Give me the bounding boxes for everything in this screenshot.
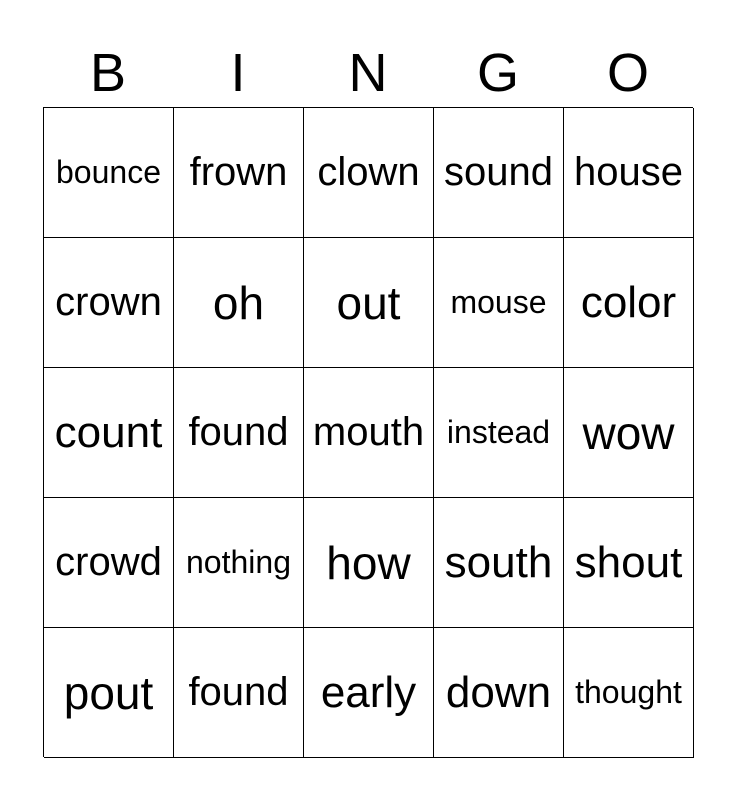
bingo-cell[interactable] — [304, 108, 434, 238]
cell-word: wow — [582, 406, 675, 459]
bingo-cell[interactable] — [44, 628, 174, 758]
header-letter-b: B — [89, 43, 127, 103]
cell-word: nothing — [186, 544, 291, 580]
bingo-cell[interactable] — [44, 368, 174, 498]
cell-word: crown — [55, 280, 162, 324]
cell-word: down — [445, 667, 552, 717]
bingo-cell[interactable] — [174, 238, 304, 368]
header-letter-i: I — [230, 43, 246, 103]
bingo-header — [43, 40, 693, 106]
cell-word: sound — [444, 150, 553, 194]
bingo-cell[interactable] — [564, 108, 694, 238]
bingo-cell[interactable] — [174, 368, 304, 498]
bingo-cell[interactable] — [434, 108, 564, 238]
cell-word: clown — [317, 150, 420, 194]
cell-word: how — [326, 536, 411, 589]
bingo-cell[interactable] — [564, 498, 694, 628]
cell-word: frown — [189, 150, 288, 194]
bingo-cell[interactable] — [174, 108, 304, 238]
cell-word: color — [580, 277, 677, 327]
bingo-cell[interactable] — [434, 238, 564, 368]
cell-word: mouse — [450, 284, 547, 320]
cell-word: found — [188, 670, 289, 714]
bingo-cell[interactable] — [564, 368, 694, 498]
bingo-cell[interactable] — [434, 498, 564, 628]
cell-word: thought — [575, 674, 682, 710]
header-letter-g: G — [476, 43, 519, 103]
cell-word: instead — [446, 414, 551, 450]
bingo-cell[interactable] — [44, 498, 174, 628]
bingo-cell[interactable] — [434, 368, 564, 498]
cell-word: count — [54, 407, 163, 457]
cell-word: south — [444, 537, 553, 587]
bingo-cell[interactable] — [304, 498, 434, 628]
cell-word: pout — [63, 666, 154, 719]
bingo-cell[interactable] — [564, 628, 694, 758]
bingo-grid — [43, 107, 693, 757]
cell-word: oh — [212, 276, 265, 329]
cell-word: early — [320, 667, 417, 717]
cell-word: shout — [574, 537, 683, 587]
bingo-cell[interactable] — [44, 108, 174, 238]
bingo-cell[interactable] — [304, 628, 434, 758]
header-letter-o: O — [606, 43, 649, 103]
cell-word: found — [188, 410, 289, 454]
cell-word: out — [336, 276, 401, 329]
header-letter-n: N — [348, 43, 388, 103]
cell-word: house — [574, 150, 683, 194]
bingo-cell[interactable] — [564, 238, 694, 368]
bingo-cell[interactable] — [174, 628, 304, 758]
bingo-cell[interactable] — [304, 368, 434, 498]
cell-word: bounce — [56, 154, 161, 190]
cell-word: mouth — [312, 410, 425, 454]
bingo-cell[interactable] — [434, 628, 564, 758]
bingo-cell[interactable] — [304, 238, 434, 368]
bingo-cell[interactable] — [174, 498, 304, 628]
cell-word: crowd — [55, 540, 162, 584]
bingo-cell[interactable] — [44, 238, 174, 368]
